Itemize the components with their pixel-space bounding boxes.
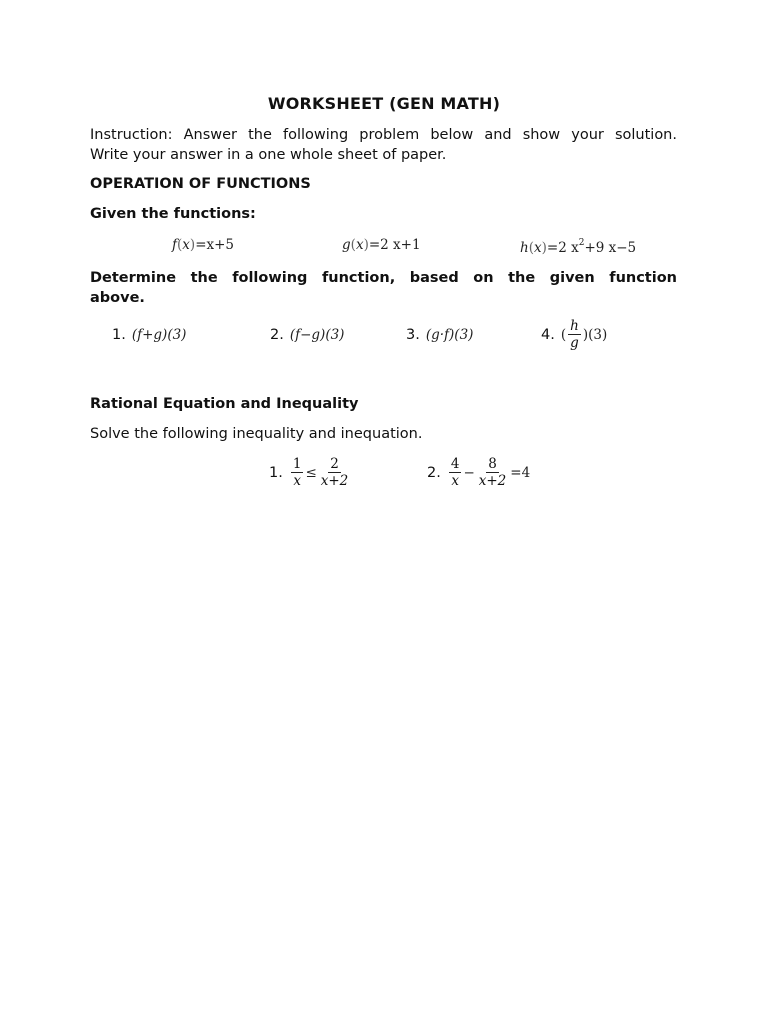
- operation-item-4: [541, 318, 607, 351]
- section-heading-given: Given the functions:: [90, 206, 256, 222]
- fraction-denominator: x+2: [478, 473, 507, 489]
- fraction-right: [477, 456, 509, 489]
- instruction-line-2: Write your answer in a one whole sheet of paper.: [90, 147, 447, 163]
- fraction-denominator: x: [293, 473, 301, 489]
- equation-tail: =4: [510, 464, 531, 481]
- function-f-var: x: [182, 237, 190, 253]
- page-title: WORKSHEET (GEN MATH): [267, 94, 501, 113]
- item-number: 1.: [269, 464, 283, 481]
- item-expression: (f+g)(3): [131, 327, 187, 343]
- operation-item-2: [270, 327, 344, 343]
- fraction-right: [319, 456, 351, 489]
- section-heading-operation: OPERATION OF FUNCTIONS: [90, 176, 311, 192]
- fraction-numerator: 8: [488, 456, 497, 472]
- fraction-numerator: 1: [292, 456, 302, 472]
- function-h-var: x: [533, 240, 542, 256]
- fraction-numerator: h: [570, 318, 579, 334]
- function-f-name: f: [172, 237, 177, 253]
- fraction-denominator: x: [451, 473, 459, 489]
- operation-item-1: [112, 327, 186, 343]
- fraction-numerator: 2: [330, 456, 339, 472]
- fraction-left: [449, 456, 462, 489]
- function-g: g(x)=2 x+1: [342, 237, 421, 253]
- fraction-denominator: x+2: [320, 473, 349, 489]
- function-g-rhs: =2 x+1: [368, 237, 421, 253]
- item-number: 1.: [112, 327, 126, 343]
- item-expression: (f−g)(3): [289, 327, 345, 343]
- rational-item-1: [269, 456, 352, 489]
- function-h-exponent: 2: [578, 238, 585, 248]
- item-number: 2.: [427, 464, 441, 481]
- function-g-var: x: [355, 237, 364, 253]
- determine-line-1: Determine the following function, based on the given function: [90, 270, 677, 286]
- rational-item-2: [427, 456, 530, 489]
- function-f-rhs: =x+5: [195, 237, 235, 253]
- function-h-rhs-b: +9 x−5: [584, 240, 637, 256]
- section-heading-rational: Rational Equation and Inequality: [90, 396, 359, 412]
- function-h-rhs-a: =2 x: [546, 240, 579, 256]
- item-close-paren: )(3): [582, 326, 608, 343]
- function-f: f(x)=x+5: [172, 237, 235, 253]
- item-number: 4.: [541, 326, 555, 343]
- function-h-name: h: [520, 240, 529, 256]
- fraction-numerator: 4: [450, 456, 460, 472]
- fraction-h-over-g: [568, 318, 581, 351]
- function-g-name: g: [342, 237, 351, 253]
- item-open-paren: (: [560, 326, 567, 343]
- fraction-left: [291, 456, 304, 489]
- function-h: h(x)=2 $x^2+9$ x−5: [520, 238, 637, 256]
- instruction-line-1: Instruction: Answer the following problem below and show your solution.: [90, 127, 677, 143]
- operation-item-3: [406, 327, 473, 343]
- relation-operator: ≤: [305, 464, 317, 481]
- fraction-denominator: g: [570, 335, 579, 351]
- determine-line-2: above.: [90, 290, 145, 306]
- relation-operator: −: [463, 464, 475, 481]
- item-number: 3.: [406, 327, 420, 343]
- solve-instruction: Solve the following inequality and inequation.: [90, 426, 423, 442]
- item-number: 2.: [270, 327, 284, 343]
- item-expression: (g·f)(3): [425, 327, 474, 343]
